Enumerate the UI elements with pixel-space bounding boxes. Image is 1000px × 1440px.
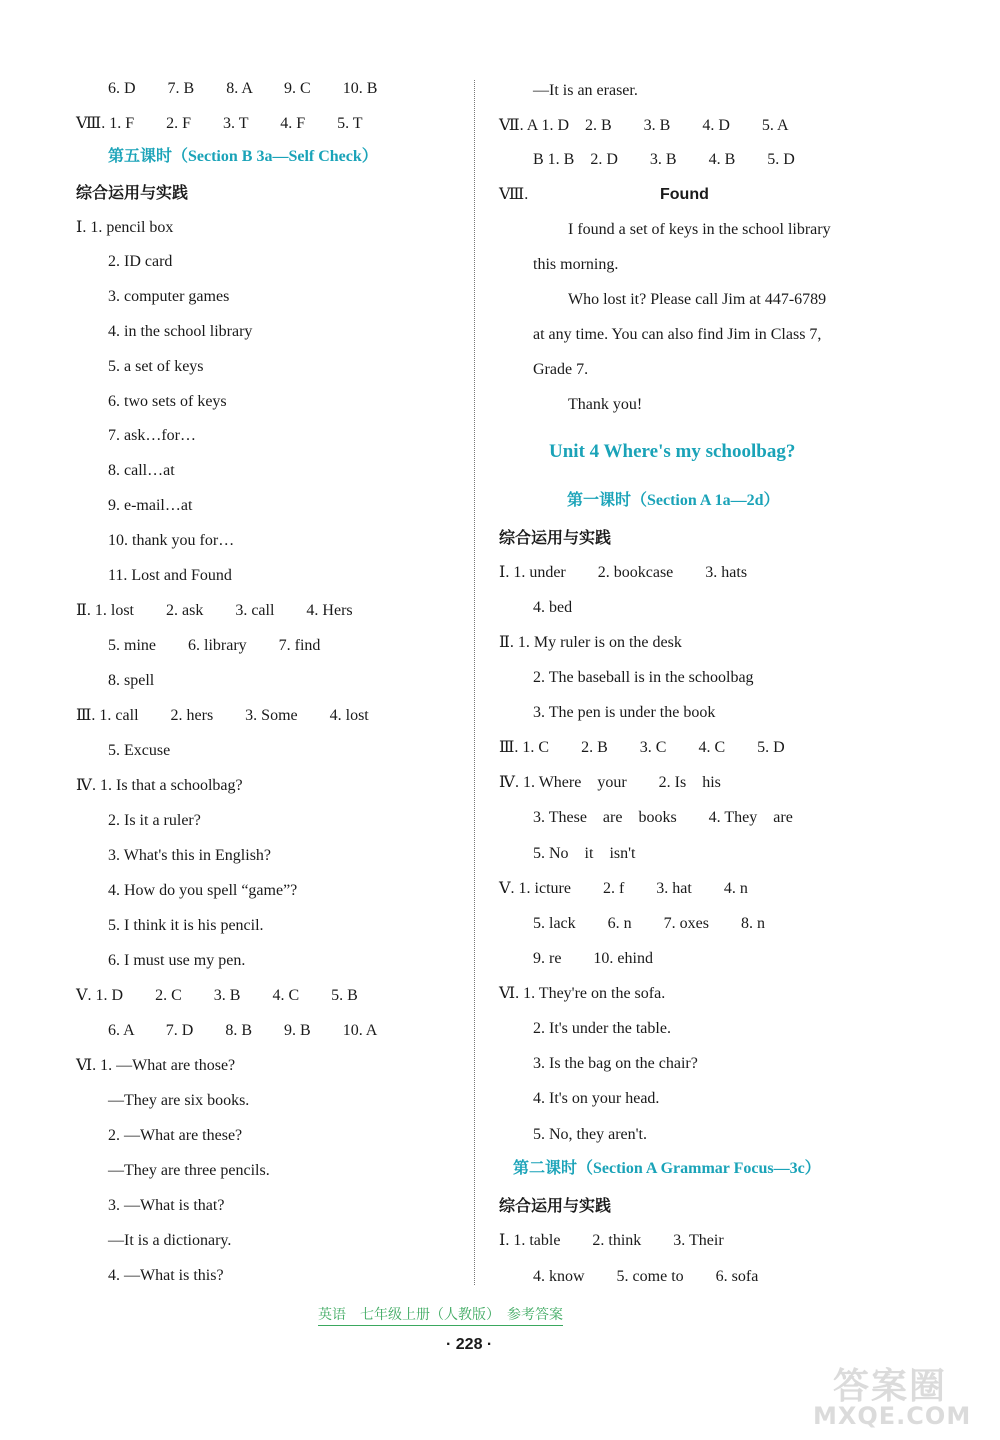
answer-line: 3. These are books 4. They are (533, 809, 793, 826)
answer-line: 9. e-mail…at (108, 497, 193, 514)
answer-line: 10. thank you for… (108, 532, 235, 549)
answer-line: 7. ask…for… (108, 427, 196, 444)
section-title: 第一课时（Section A 1a—2d） (567, 492, 780, 509)
answer-line: Ⅴ. 1. icture 2. f 3. hat 4. n (499, 880, 748, 897)
answer-line: 4. —What is this? (108, 1267, 224, 1284)
answer-line: Ⅰ. 1. under 2. bookcase 3. hats (499, 564, 748, 581)
answer-line: Ⅰ. 1. table 2. think 3. Their (499, 1232, 724, 1249)
answer-line: 2. —What are these? (108, 1127, 243, 1144)
essay-line: Thank you! (568, 396, 643, 413)
answer-line: 5. Excuse (108, 742, 171, 759)
answer-line: 3. What's this in English? (108, 847, 272, 864)
answer-line: 6. I must use my pen. (108, 952, 246, 969)
essay-line: this morning. (533, 256, 619, 273)
answer-line: Ⅲ. 1. call 2. hers 3. Some 4. lost (76, 707, 369, 724)
answer-line: 5. a set of keys (108, 358, 204, 375)
answer-line: 5. No, they aren't. (533, 1126, 647, 1143)
answer-line: 3. computer games (108, 288, 230, 305)
answer-line: Ⅷ. 1. F 2. F 3. T 4. F 5. T (76, 115, 363, 132)
book-label: 英语 七年级上册（人教版） 参考答案 (318, 1306, 563, 1326)
answer-line: 3. —What is that? (108, 1197, 225, 1214)
column-divider (474, 80, 475, 1285)
answer-line: 5. I think it is his pencil. (108, 917, 264, 934)
answer-line: 6. D 7. B 8. A 9. C 10. B (108, 80, 378, 97)
answer-line: 6. two sets of keys (108, 393, 227, 410)
answer-line: Ⅲ. 1. C 2. B 3. C 4. C 5. D (499, 739, 785, 756)
subheading: 综合运用与实践 (499, 528, 612, 547)
answer-line: —They are three pencils. (108, 1162, 270, 1179)
watermark-text: 答案圈 (833, 1366, 948, 1407)
unit-title: Unit 4 Where's my schoolbag? (549, 441, 796, 462)
answer-line: 3. Is the bag on the chair? (533, 1055, 698, 1072)
essay-line: I found a set of keys in the school library (568, 221, 831, 238)
section-title: 第二课时（Section A Grammar Focus—3c） (513, 1160, 821, 1177)
answer-line: B 1. B 2. D 3. B 4. B 5. D (533, 151, 795, 168)
subheading: 综合运用与实践 (499, 1196, 612, 1215)
answer-line: 11. Lost and Found (108, 567, 232, 584)
answer-line: Ⅶ. A 1. D 2. B 3. B 4. D 5. A (499, 117, 789, 134)
subheading: 综合运用与实践 (76, 183, 189, 202)
answer-line: 2. ID card (108, 253, 173, 270)
answer-line: 8. call…at (108, 462, 175, 479)
answer-line: 2. Is it a ruler? (108, 812, 201, 829)
answer-line: —It is a dictionary. (108, 1232, 232, 1249)
answer-line: 2. It's under the table. (533, 1020, 671, 1037)
watermark-logo (805, 1358, 980, 1432)
essay-line: Who lost it? Please call Jim at 447-6789 (568, 291, 827, 308)
answer-line: 4. It's on your head. (533, 1090, 660, 1107)
answer-line: Ⅵ. 1. They're on the sofa. (499, 985, 666, 1002)
essay-line: Grade 7. (533, 361, 589, 378)
answer-line: 9. re 10. ehind (533, 950, 653, 967)
answer-line: Ⅱ. 1. lost 2. ask 3. call 4. Hers (76, 602, 353, 619)
answer-line: Ⅴ. 1. D 2. C 3. B 4. C 5. B (76, 987, 358, 1004)
answer-line: 2. The baseball is in the schoolbag (533, 669, 754, 686)
answer-line: Ⅰ. 1. pencil box (76, 219, 174, 236)
answer-line: Ⅵ. 1. —What are those? (76, 1057, 236, 1074)
answer-line: Ⅷ. (499, 186, 529, 203)
watermark-url: MXQE.COM (813, 1402, 972, 1430)
answer-line: Ⅳ. 1. Is that a schoolbag? (76, 777, 243, 794)
answer-line: 4. know 5. come to 6. sofa (533, 1268, 759, 1285)
answer-line: 4. in the school library (108, 323, 253, 340)
answer-line: Ⅳ. 1. Where your 2. Is his (499, 774, 721, 791)
essay-line: at any time. You can also find Jim in Class 7, (533, 326, 822, 343)
answer-line: 5. lack 6. n 7. oxes 8. n (533, 915, 765, 932)
answer-line: 3. The pen is under the book (533, 704, 716, 721)
answer-line: —They are six books. (108, 1092, 250, 1109)
answer-line: 5. mine 6. library 7. find (108, 637, 321, 654)
essay-title: Found (660, 186, 709, 203)
answer-line: 6. A 7. D 8. B 9. B 10. A (108, 1022, 378, 1039)
page-number: · 228 · (446, 1336, 493, 1353)
answer-line: —It is an eraser. (533, 82, 638, 99)
answer-line: 4. How do you spell “game”? (108, 882, 298, 899)
answer-line: 8. spell (108, 672, 155, 689)
answer-line: Ⅱ. 1. My ruler is on the desk (499, 634, 682, 651)
section-title: 第五课时（Section B 3a—Self Check） (108, 148, 378, 165)
answer-line: 5. No it isn't (533, 845, 636, 862)
answer-line: 4. bed (533, 599, 573, 616)
